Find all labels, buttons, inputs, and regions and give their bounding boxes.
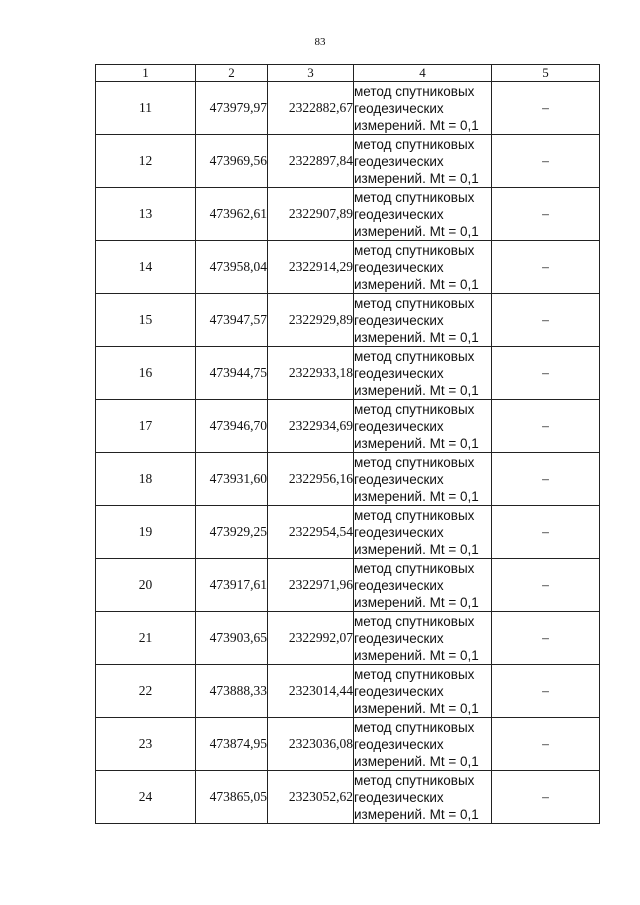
table-row: [96, 559, 600, 612]
method-line: геодезических: [354, 365, 444, 381]
column-header: 5: [492, 65, 600, 82]
point-number-cell: 19: [96, 506, 196, 559]
table-row: [96, 453, 600, 506]
note-cell: –: [492, 82, 600, 135]
method-line: геодезических: [354, 630, 444, 646]
point-number-cell: 17: [96, 400, 196, 453]
method-cell: [354, 188, 492, 241]
y-coordinate-cell: 2322934,69: [268, 400, 354, 453]
x-coordinate-cell: 473944,75: [196, 347, 268, 400]
table-row: [96, 82, 600, 135]
method-line: геодезических: [354, 259, 444, 275]
method-line: метод спутниковых: [354, 613, 475, 629]
note-cell: –: [492, 718, 600, 771]
point-number-cell: 14: [96, 241, 196, 294]
x-coordinate-cell: 473903,65: [196, 612, 268, 665]
table-row: [96, 612, 600, 665]
method-line: измерений. Mt = 0,1: [354, 806, 479, 822]
note-cell: –: [492, 294, 600, 347]
point-number-cell: 15: [96, 294, 196, 347]
method-line: измерений. Mt = 0,1: [354, 435, 479, 451]
method-cell: [354, 718, 492, 771]
method-line: измерений. Mt = 0,1: [354, 382, 479, 398]
method-cell: [354, 771, 492, 824]
method-line: метод спутниковых: [354, 401, 475, 417]
method-line: метод спутниковых: [354, 560, 475, 576]
note-cell: –: [492, 135, 600, 188]
y-coordinate-cell: 2323052,62: [268, 771, 354, 824]
x-coordinate-cell: 473917,61: [196, 559, 268, 612]
table-header-row: [96, 65, 600, 82]
table-row: [96, 665, 600, 718]
table-row: [96, 506, 600, 559]
method-cell: [354, 294, 492, 347]
note-cell: –: [492, 506, 600, 559]
method-line: измерений. Mt = 0,1: [354, 329, 479, 345]
method-line: метод спутниковых: [354, 772, 475, 788]
y-coordinate-cell: 2322882,67: [268, 82, 354, 135]
method-line: метод спутниковых: [354, 666, 475, 682]
table-row: [96, 347, 600, 400]
method-line: геодезических: [354, 100, 444, 116]
note-cell: –: [492, 347, 600, 400]
x-coordinate-cell: 473931,60: [196, 453, 268, 506]
point-number-cell: 23: [96, 718, 196, 771]
y-coordinate-cell: 2322933,18: [268, 347, 354, 400]
point-number-cell: 13: [96, 188, 196, 241]
point-number-cell: 24: [96, 771, 196, 824]
method-line: измерений. Mt = 0,1: [354, 594, 479, 610]
note-cell: –: [492, 771, 600, 824]
method-line: метод спутниковых: [354, 242, 475, 258]
y-coordinate-cell: 2322971,96: [268, 559, 354, 612]
page-number: 83: [314, 36, 326, 48]
coordinates-table: [95, 64, 600, 824]
method-line: измерений. Mt = 0,1: [354, 276, 479, 292]
method-line: метод спутниковых: [354, 83, 475, 99]
method-line: геодезических: [354, 683, 444, 699]
method-cell: [354, 241, 492, 294]
y-coordinate-cell: 2322992,07: [268, 612, 354, 665]
x-coordinate-cell: 473946,70: [196, 400, 268, 453]
method-cell: [354, 612, 492, 665]
method-cell: [354, 453, 492, 506]
point-number-cell: 21: [96, 612, 196, 665]
method-cell: [354, 82, 492, 135]
note-cell: –: [492, 400, 600, 453]
column-header: 2: [196, 65, 268, 82]
y-coordinate-cell: 2322907,89: [268, 188, 354, 241]
method-cell: [354, 506, 492, 559]
table-row: [96, 294, 600, 347]
method-line: измерений. Mt = 0,1: [354, 647, 479, 663]
x-coordinate-cell: 473888,33: [196, 665, 268, 718]
note-cell: –: [492, 188, 600, 241]
table-row: [96, 718, 600, 771]
method-line: геодезических: [354, 577, 444, 593]
method-cell: [354, 135, 492, 188]
x-coordinate-cell: 473958,04: [196, 241, 268, 294]
x-coordinate-cell: 473969,56: [196, 135, 268, 188]
column-header: 4: [354, 65, 492, 82]
method-line: геодезических: [354, 471, 444, 487]
note-cell: –: [492, 612, 600, 665]
y-coordinate-cell: 2322914,29: [268, 241, 354, 294]
y-coordinate-cell: 2322897,84: [268, 135, 354, 188]
method-line: геодезических: [354, 736, 444, 752]
point-number-cell: 11: [96, 82, 196, 135]
method-line: геодезических: [354, 206, 444, 222]
method-cell: [354, 347, 492, 400]
table-row: [96, 771, 600, 824]
point-number-cell: 12: [96, 135, 196, 188]
y-coordinate-cell: 2323014,44: [268, 665, 354, 718]
table-row: [96, 241, 600, 294]
point-number-cell: 16: [96, 347, 196, 400]
table-row: [96, 135, 600, 188]
y-coordinate-cell: 2322954,54: [268, 506, 354, 559]
point-number-cell: 18: [96, 453, 196, 506]
note-cell: –: [492, 665, 600, 718]
method-cell: [354, 559, 492, 612]
method-line: метод спутниковых: [354, 719, 475, 735]
x-coordinate-cell: 473947,57: [196, 294, 268, 347]
method-line: измерений. Mt = 0,1: [354, 117, 479, 133]
method-line: измерений. Mt = 0,1: [354, 223, 479, 239]
x-coordinate-cell: 473874,95: [196, 718, 268, 771]
method-cell: [354, 400, 492, 453]
method-line: метод спутниковых: [354, 136, 475, 152]
method-line: геодезических: [354, 789, 444, 805]
method-line: метод спутниковых: [354, 295, 475, 311]
y-coordinate-cell: 2322929,89: [268, 294, 354, 347]
note-cell: –: [492, 241, 600, 294]
method-line: метод спутниковых: [354, 189, 475, 205]
method-line: геодезических: [354, 418, 444, 434]
y-coordinate-cell: 2322956,16: [268, 453, 354, 506]
column-header: 1: [96, 65, 196, 82]
x-coordinate-cell: 473979,97: [196, 82, 268, 135]
method-line: геодезических: [354, 312, 444, 328]
table-row: [96, 188, 600, 241]
method-line: геодезических: [354, 524, 444, 540]
method-line: метод спутниковых: [354, 454, 475, 470]
note-cell: –: [492, 559, 600, 612]
x-coordinate-cell: 473929,25: [196, 506, 268, 559]
method-cell: [354, 665, 492, 718]
y-coordinate-cell: 2323036,08: [268, 718, 354, 771]
column-header: 3: [268, 65, 354, 82]
method-line: измерений. Mt = 0,1: [354, 753, 479, 769]
method-line: геодезических: [354, 153, 444, 169]
table-row: [96, 400, 600, 453]
method-line: измерений. Mt = 0,1: [354, 488, 479, 504]
method-line: измерений. Mt = 0,1: [354, 700, 479, 716]
method-line: измерений. Mt = 0,1: [354, 541, 479, 557]
method-line: измерений. Mt = 0,1: [354, 170, 479, 186]
x-coordinate-cell: 473962,61: [196, 188, 268, 241]
method-line: метод спутниковых: [354, 348, 475, 364]
note-cell: –: [492, 453, 600, 506]
point-number-cell: 20: [96, 559, 196, 612]
x-coordinate-cell: 473865,05: [196, 771, 268, 824]
point-number-cell: 22: [96, 665, 196, 718]
method-line: метод спутниковых: [354, 507, 475, 523]
